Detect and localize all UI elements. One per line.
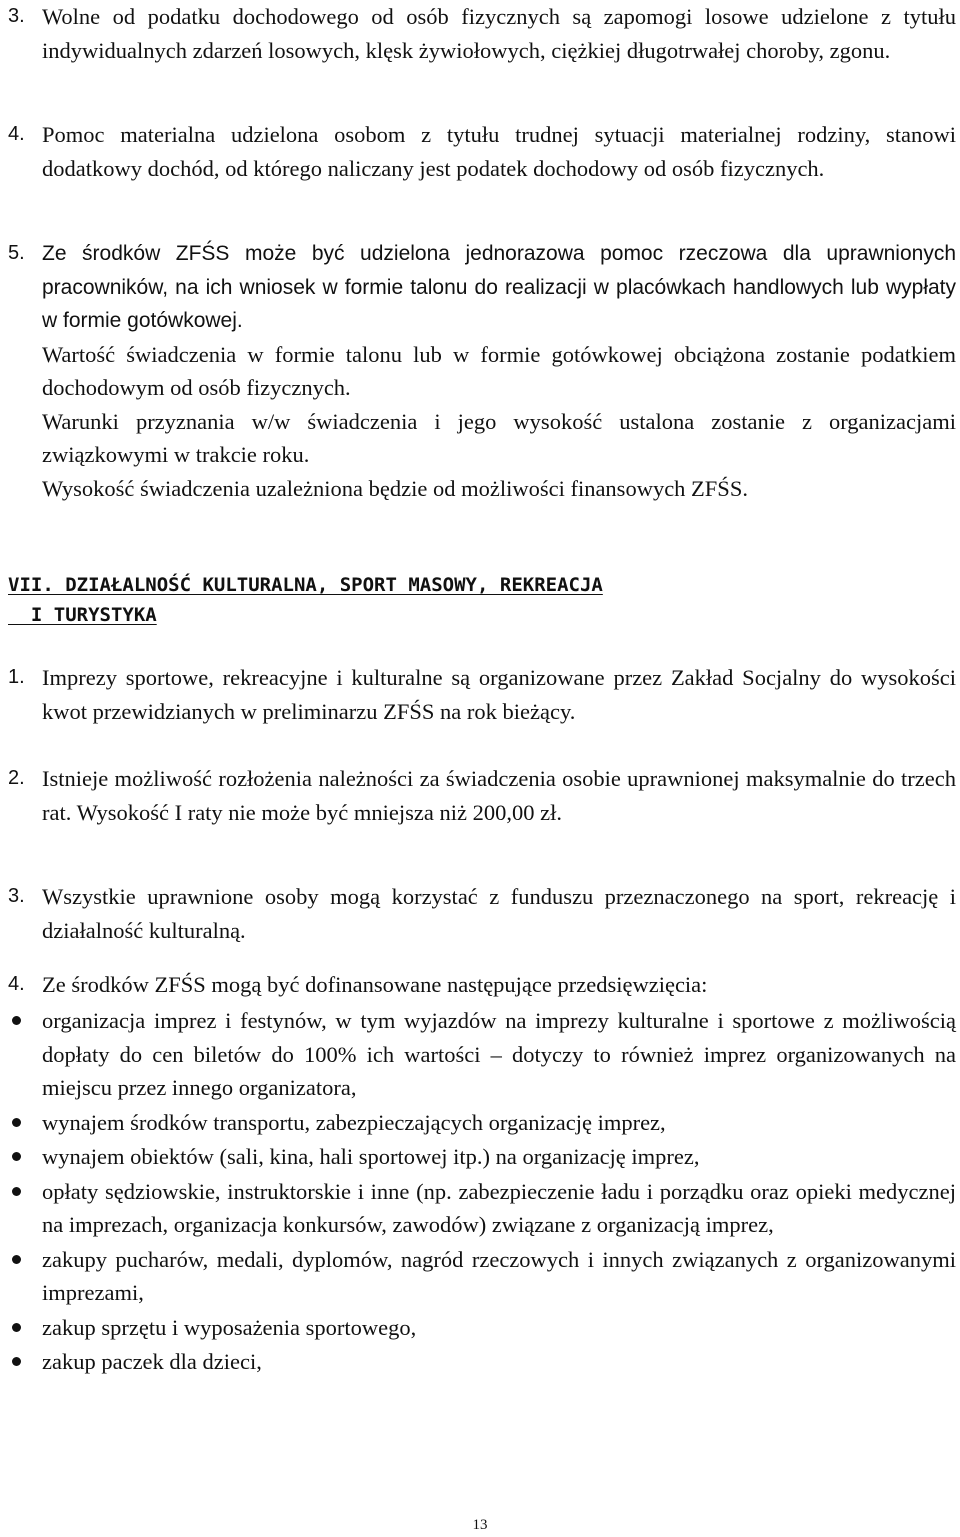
item-text: Ze środków ZFŚS mogą być dofinansowane następujące przedsięwzięcia:: [42, 972, 708, 997]
list-item-1: [8, 661, 956, 728]
bullet-item: zakup sprzętu i wyposażenia sportowego,: [8, 1311, 956, 1345]
item-text: Warunki przyznania w/w świadczenia i jego wysokość ustalona zostanie z organizacjami związkowymi w trakcie roku.: [42, 408, 956, 467]
bullet-item: opłaty sędziowskie, instruktorskie i inne (np. zabezpieczenie ładu i porządku oraz opieki medycznej na imprezach, organizacja konkursów, zawodów) związane z organizacją imprez,: [8, 1175, 956, 1242]
list-item-4: [8, 118, 956, 185]
item-number: 5.: [8, 242, 25, 264]
item-text: Wolne od podatku dochodowego od osób fizycznych są zapomogi losowe udzielone z tytułu indywidualnych zdarzeń losowych, klęsk żywiołowych, ciężkiej długotrwałej choroby, zgonu.: [42, 4, 956, 63]
bullet-list: [8, 1004, 956, 1380]
item-text: Imprezy sportowe, rekreacyjne i kulturalne są organizowane przez Zakład Socjalny do wysokości kwot przewidzianych w preliminarzu ZFŚS na rok bieżący.: [42, 665, 956, 724]
section-heading-line1: VII. DZIAŁALNOŚĆ KULTURALNA, SPORT MASOWY, REKREACJA: [8, 574, 603, 596]
list-item-2: [8, 762, 956, 829]
list-item-3b: [8, 880, 956, 947]
item-number: 2.: [8, 767, 25, 789]
list-item-4b: [8, 968, 956, 1002]
item-text: Pomoc materialna udzielona osobom z tytułu trudnej sytuacji materialnej rodziny, stanowi dodatkowy dochód, od którego naliczany jest podatek dochodowy od osób fizycznych.: [42, 122, 956, 181]
page-number: 13: [472, 1517, 488, 1533]
item-number: 4.: [8, 123, 25, 145]
bullet-item: organizacja imprez i festynów, w tym wyjazdów na imprezy kulturalne i sportowe z możliwością dopłaty do cen biletów do 100% ich wartości – dotyczy to również imprez organizowanych na miejscu przez innego organizatora,: [8, 1004, 956, 1105]
item-text: Wszystkie uprawnione osoby mogą korzystać z funduszu przeznaczonego na sport, rekreację i działalność kulturalną.: [42, 884, 956, 943]
item-text: Ze środków ZFŚS może być udzielona jednorazowa pomoc rzeczowa dla uprawnionych pracowników, na ich wniosek w formie talonu do realizacji w placówkach handlowych lub wypłaty w formie gotówkowej.: [42, 242, 956, 332]
list-item-5: [8, 237, 956, 505]
section-heading: [8, 570, 908, 630]
bullet-item: zakupy pucharów, medali, dyplomów, nagród rzeczowych i innych związanych z organizowanymi imprezami,: [8, 1243, 956, 1310]
bullet-item: wynajem obiektów (sali, kina, hali sportowej itp.) na organizację imprez,: [8, 1140, 956, 1174]
item-number: 4.: [8, 973, 25, 995]
bullet-item: wynajem środków transportu, zabezpieczających organizację imprez,: [8, 1106, 956, 1140]
item-text: Istnieje możliwość rozłożenia należności za świadczenia osobie uprawnionej maksymalnie do trzech rat. Wysokość I raty nie może być mniejsza niż 200,00 zł.: [42, 766, 956, 825]
item-text: Wartość świadczenia w formie talonu lub w formie gotówkowej obciążona zostanie podatkiem dochodowym od osób fizycznych.: [42, 341, 956, 400]
item-number: 3.: [8, 5, 25, 27]
section-heading-line2: I TURYSTYKA: [8, 604, 157, 626]
item-number: 1.: [8, 666, 25, 688]
bullet-item: zakup paczek dla dzieci,: [8, 1345, 956, 1379]
list-item-3: [8, 0, 956, 67]
item-text: Wysokość świadczenia uzależniona będzie od możliwości finansowych ZFŚS.: [42, 475, 748, 501]
item-number: 3.: [8, 885, 25, 907]
